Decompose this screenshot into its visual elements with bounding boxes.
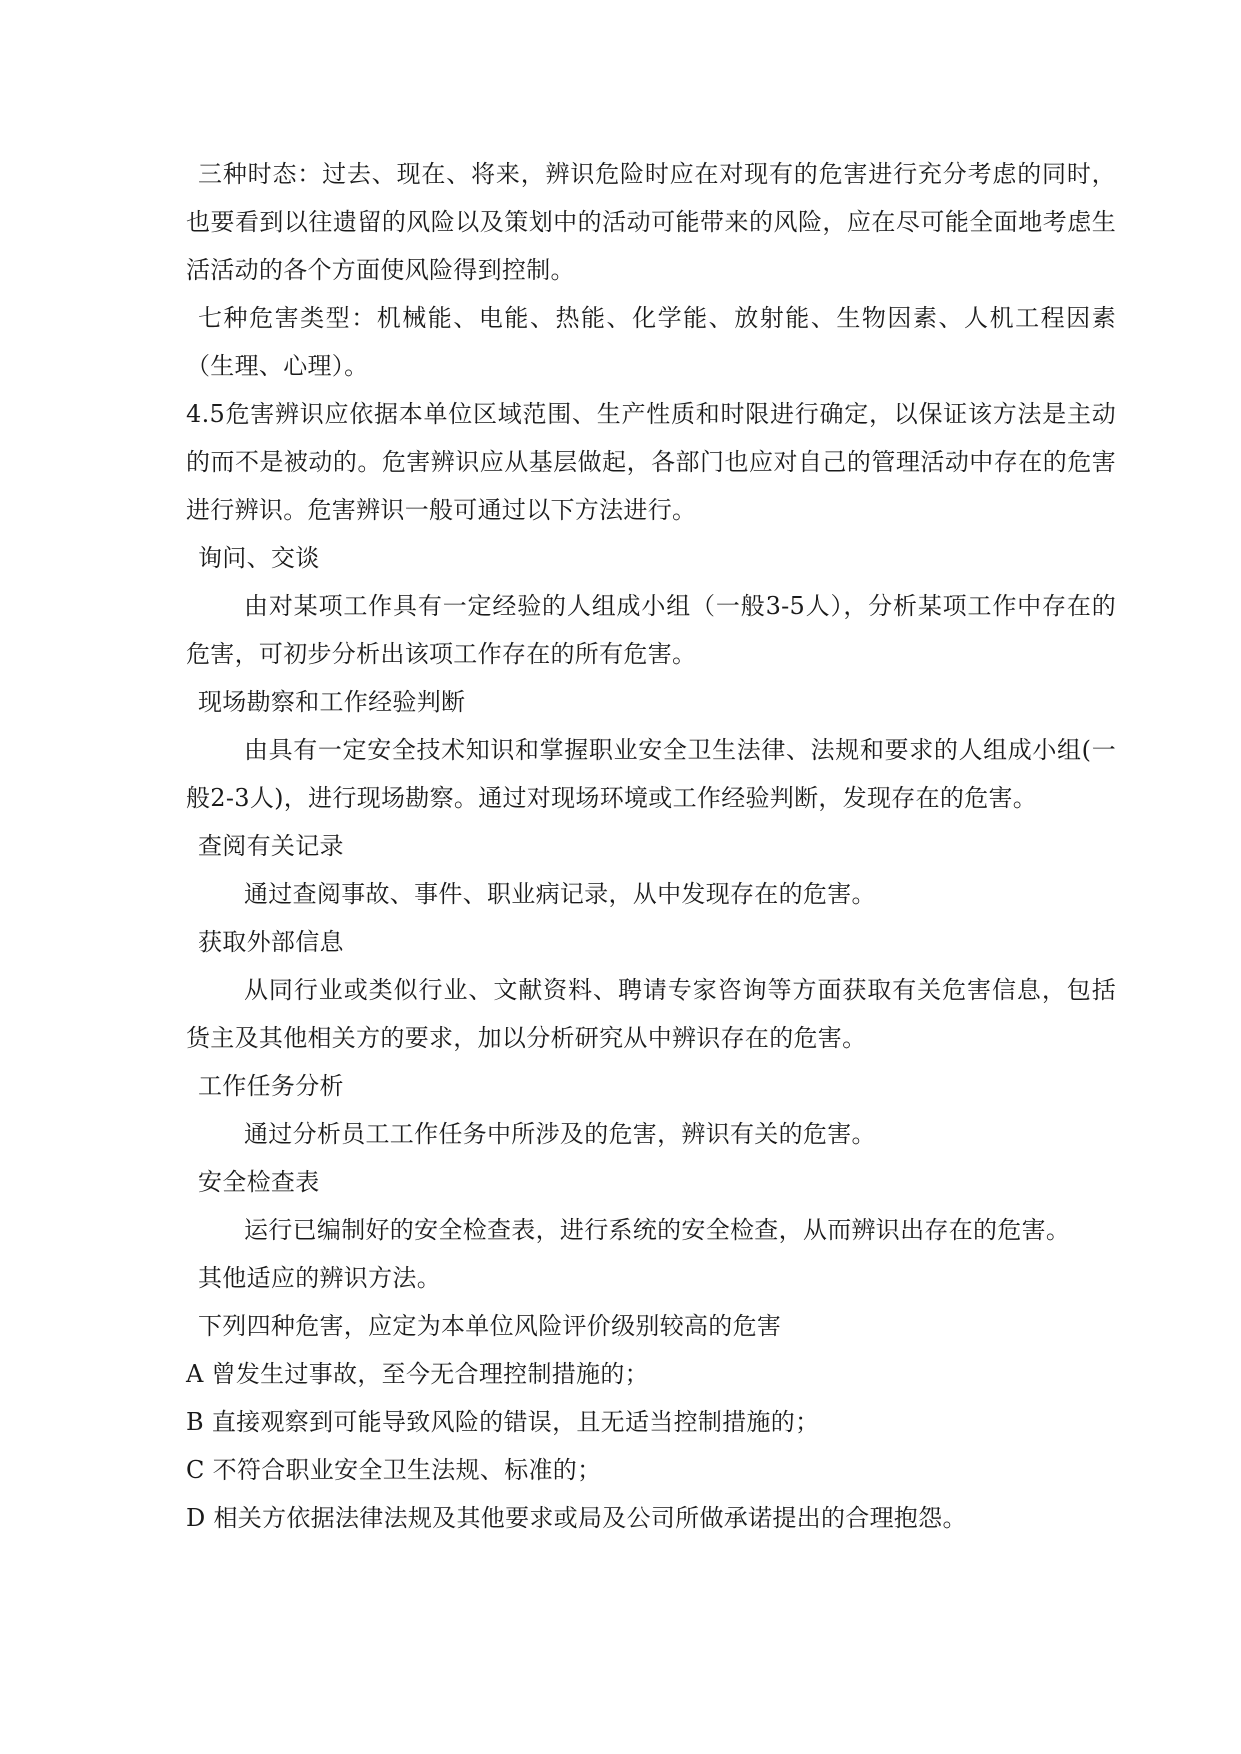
paragraph-task-analysis: 通过分析员工工作任务中所涉及的危害，辨识有关的危害。 xyxy=(244,1120,876,1148)
list-item-a: A 曾发生过事故，至今无合理控制措施的； xyxy=(186,1360,649,1388)
paragraph-site-survey: 由具有一定安全技术知识和掌握职业安全卫生法律、法规和要求的人组成小组(一般2-3人)，进行现场勘察。通过对现场环境或工作经验判断，发现存在的危害。 xyxy=(186,736,1116,812)
list-item-b: B 直接观察到可能导致风险的错误，且无适当控制措施的； xyxy=(186,1408,820,1436)
paragraph-review-records: 通过查阅事故、事件、职业病记录，从中发现存在的危害。 xyxy=(244,880,876,908)
paragraph-section-4-5: 4.5危害辨识应依据本单位区域范围、生产性质和时限进行确定，以保证该方法是主动的而不是被动的。危害辨识应从基层做起，各部门也应对自己的管理活动中存在的危害进行辨识。危害辨识一般可通过以下方法进行。 xyxy=(186,400,1116,524)
paragraph-seven-hazard-types: 七种危害类型：机械能、电能、热能、化学能、放射能、生物因素、人机工程因素（生理、心理）。 xyxy=(186,304,1116,380)
list-item-c: C 不符合职业安全卫生法规、标准的； xyxy=(186,1456,602,1484)
heading-safety-checklist: 安全检查表 xyxy=(198,1168,320,1196)
paragraph-external-info: 从同行业或类似行业、文献资料、聘请专家咨询等方面获取有关危害信息，包括货主及其他相关方的要求，加以分析研究从中辨识存在的危害。 xyxy=(186,976,1116,1052)
paragraph-three-tenses: 三种时态：过去、现在、将来，辨识危险时应在对现有的危害进行充分考虑的同时，也要看到以往遗留的风险以及策划中的活动可能带来的风险，应在尽可能全面地考虑生活活动的各个方面使风险得到控制。 xyxy=(186,160,1116,284)
heading-four-high-risk-hazards: 下列四种危害，应定为本单位风险评价级别较高的危害 xyxy=(198,1312,782,1340)
heading-task-analysis: 工作任务分析 xyxy=(198,1072,344,1100)
heading-inquiry-conversation: 询问、交谈 xyxy=(198,544,320,572)
heading-other-methods: 其他适应的辨识方法。 xyxy=(198,1264,441,1292)
heading-site-survey: 现场勘察和工作经验判断 xyxy=(198,688,466,716)
heading-external-info: 获取外部信息 xyxy=(198,928,344,956)
list-item-d: D 相关方依据法律法规及其他要求或局及公司所做承诺提出的合理抱怨。 xyxy=(186,1504,967,1532)
heading-review-records: 查阅有关记录 xyxy=(198,832,344,860)
document-body xyxy=(186,150,1116,1542)
paragraph-safety-checklist: 运行已编制好的安全检查表，进行系统的安全检查，从而辨识出存在的危害。 xyxy=(244,1216,1071,1244)
paragraph-inquiry-conversation: 由对某项工作具有一定经验的人组成小组（一般3-5人），分析某项工作中存在的危害，可初步分析出该项工作存在的所有危害。 xyxy=(186,592,1116,668)
